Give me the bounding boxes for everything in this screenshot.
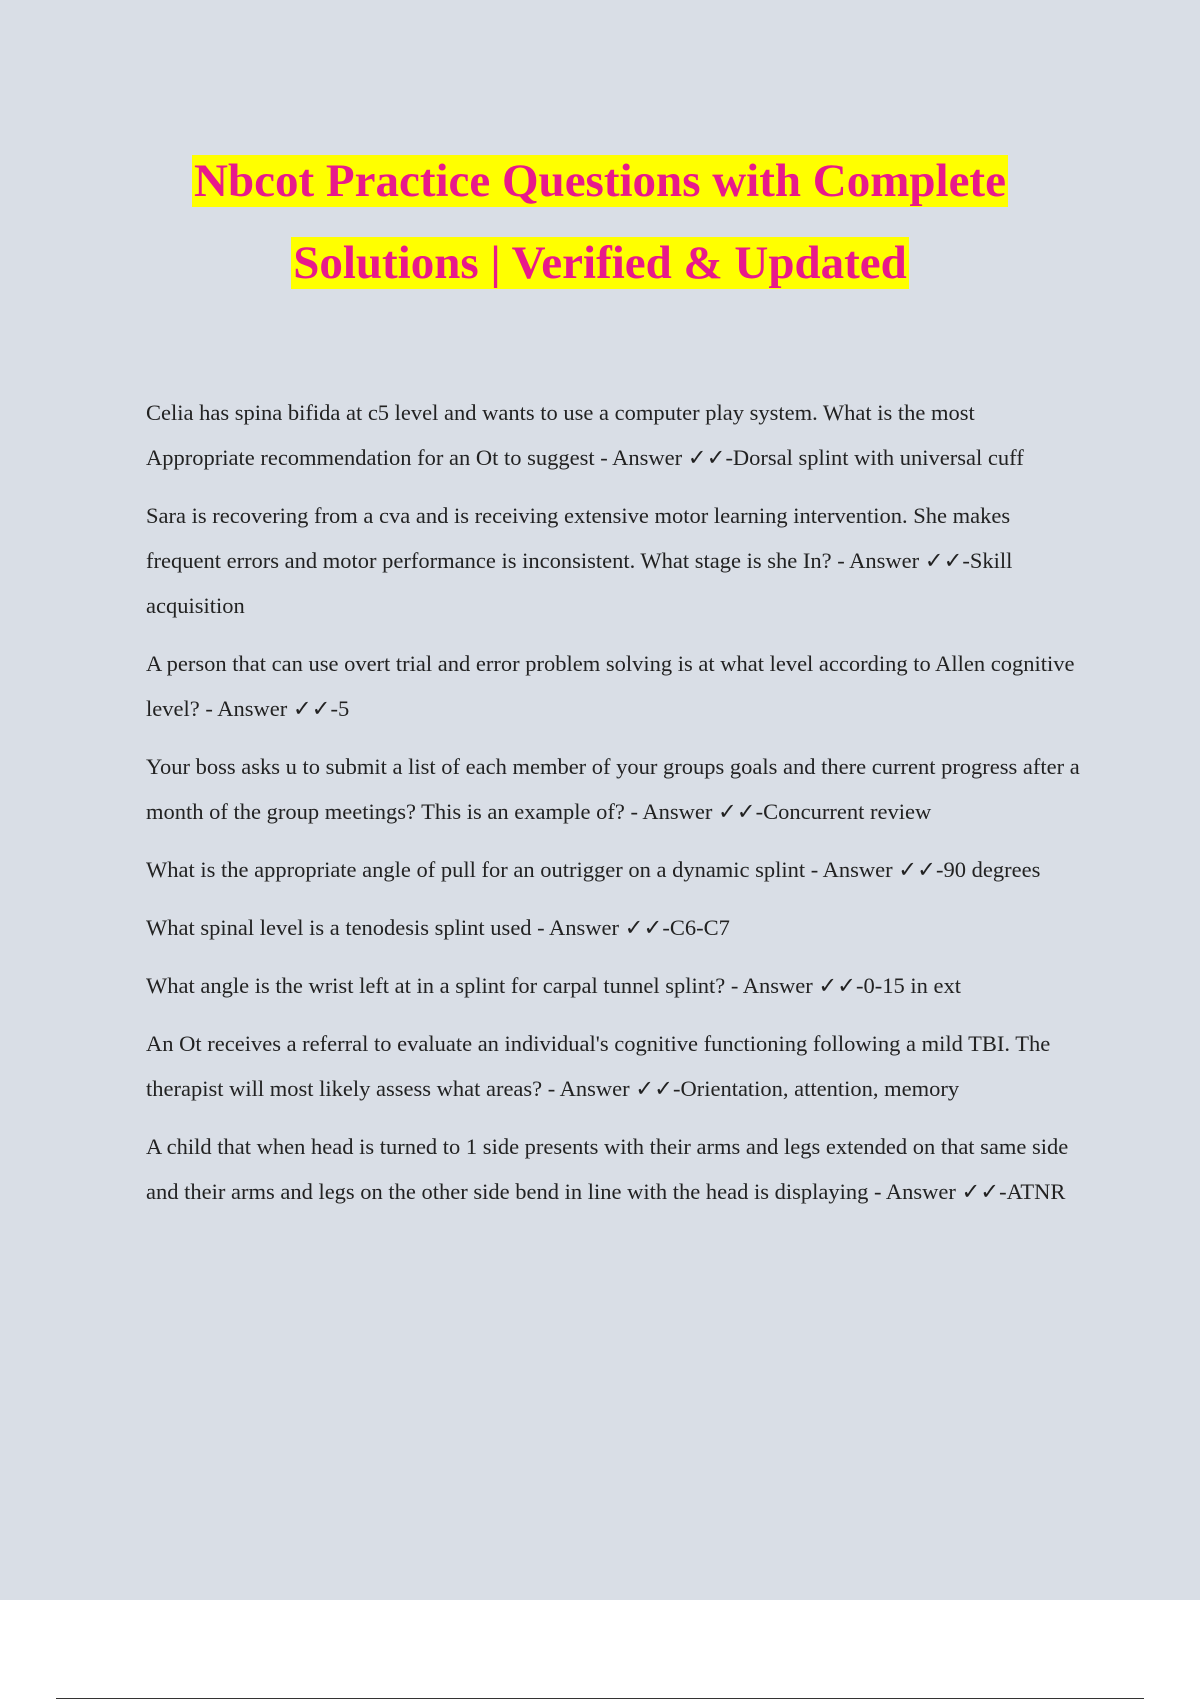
qa-item: An Ot receives a referral to evaluate an individual's cognitive functioning following a mild TBI. The therapist will most likely assess what areas? - Answer ✓✓-Orientation, attention, memory xyxy=(146,1031,1051,1101)
qa-item: What angle is the wrist left at in a splint for carpal tunnel splint? - Answer ✓✓-0-15 in ext xyxy=(146,973,961,998)
title-line-2 xyxy=(0,222,1200,304)
next-page-top xyxy=(0,1600,1200,1700)
qa-item: Your boss asks u to submit a list of each member of your groups goals and there current progress after a month of the group meetings? This is an example of? - Answer ✓✓-Concurrent review xyxy=(146,754,1080,824)
title-line-1 xyxy=(0,140,1200,222)
title-text-1: Nbcot Practice Questions with Complete xyxy=(194,155,1006,207)
qa-item: A person that can use overt trial and error problem solving is at what level according to Allen cognitive level? - Answer ✓✓-5 xyxy=(146,651,1075,721)
question-answer-list xyxy=(146,390,1086,1227)
title-text-2: Solutions | Verified & Updated xyxy=(293,237,907,289)
qa-item: Sara is recovering from a cva and is receiving extensive motor learning intervention. She makes frequent errors and motor performance is inconsistent. What stage is she In? - Answer ✓✓-Skill acquisition xyxy=(146,503,1013,618)
qa-item: A child that when head is turned to 1 side presents with their arms and legs extended on that same side and their arms and legs on the other side bend in line with the head is displaying - Answer ✓✓-ATNR xyxy=(146,1134,1069,1204)
qa-item: What spinal level is a tenodesis splint used - Answer ✓✓-C6-C7 xyxy=(146,915,730,940)
page-divider-line xyxy=(56,1698,1144,1699)
document-title xyxy=(0,140,1200,304)
qa-item: What is the appropriate angle of pull for an outrigger on a dynamic splint - Answer ✓✓-90 degrees xyxy=(146,857,1041,882)
qa-item: Celia has spina bifida at c5 level and wants to use a computer play system. What is the most Appropriate recommendation for an Ot to suggest - Answer ✓✓-Dorsal splint with universal cuff xyxy=(146,400,1024,470)
